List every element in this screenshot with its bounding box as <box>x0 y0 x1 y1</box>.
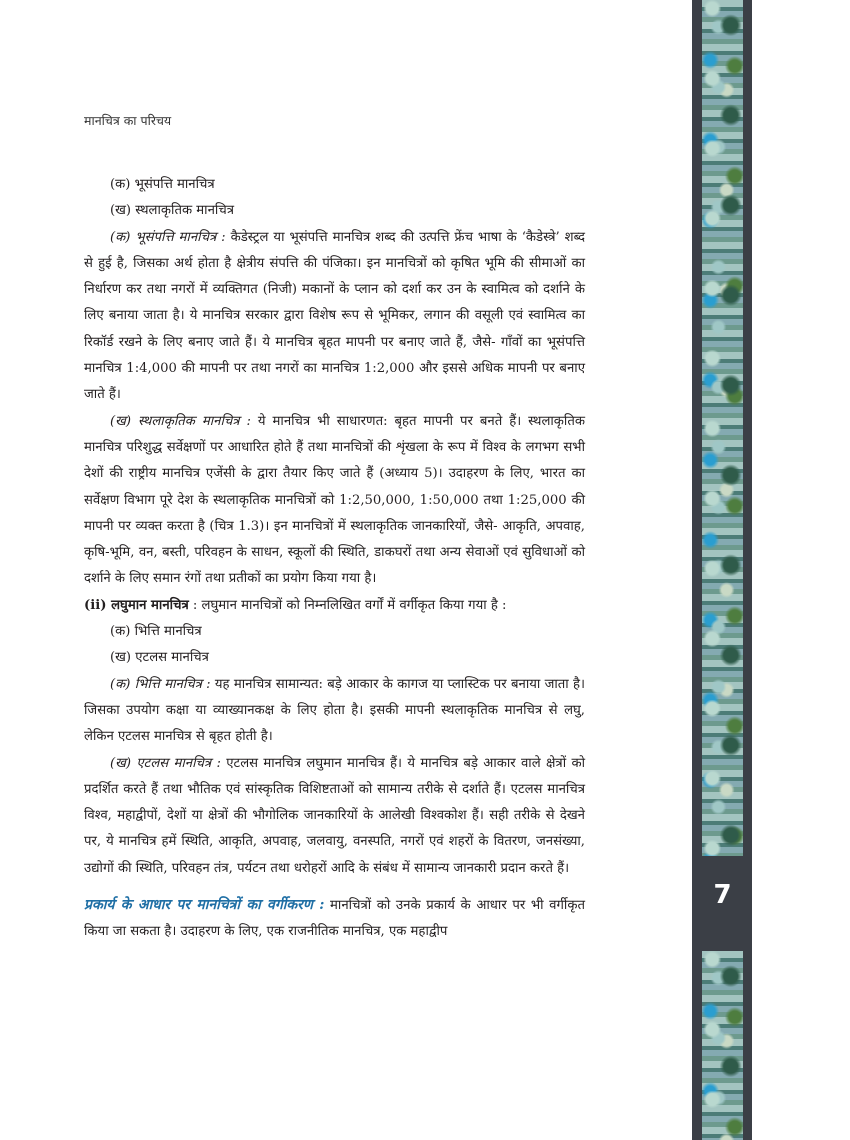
paragraph-text: कैडेस्ट्रल या भूसंपत्ति मानचित्र शब्द की उत्पत्ति फ्रेंच भाषा के ‘कैडेस्त्रे’ शब्द से हुई है, जिसका अर्थ होता है क्षेत्रीय संपत्ति की पंजिका। इन मानचित्रों को कृषित भूमि की सीमाओं का निर्धारण कर तथा नगरों में व्यक्तिगत (निजी) मकानों के प्लान को दर्शा कर उन के स्वामित्व को दर्शाने के लिए बनाया जाता है। ये मानचित्र सरकार द्वारा विशेष रूप से भूमिकर, लगान की वसूली एवं स्वामित्व का रिकॉर्ड रखने के लिए बनाए जाते हैं। ये मानचित्र बृहत मापनी पर बनाए जाते हैं, जैसे- गाँवों का भूसंपत्ति मानचित्र 1:4,000 की मापनी पर तथा नगरों का मानचित्र 1:2,000 और इससे अधिक मापनी पर बनाए जाते हैं। <box>84 229 585 403</box>
paragraph-wall-map <box>84 672 585 751</box>
section-title: प्रकार्य के आधार पर मानचित्रों का वर्गीकरण : <box>84 897 325 914</box>
list-item: (ख) स्थलाकृतिक मानचित्र <box>110 203 234 219</box>
section-function-classification <box>84 892 585 946</box>
satellite-image-strip-bottom <box>702 951 743 1140</box>
section-text: मानचित्रों को उनके प्रकार्य के आधार पर भी वर्गीकृत किया जा सकता है। उदाहरण के लिए, एक राजनीतिक मानचित्र, एक महाद्वीप <box>84 898 585 940</box>
paragraph-lead: (ख) स्थलाकृतिक मानचित्र : <box>110 413 251 429</box>
paragraph-text: यह मानचित्र सामान्यत: बड़े आकार के कागज या प्लास्टिक पर बनाया जाता है। जिसका उपयोग कक्षा या व्याख्यानकक्ष के लिए होता है। इसकी मापनी स्थलाकृतिक मानचित्र से लघु, लेकिन एटलस मानचित्र से बृहत होती है। <box>84 676 585 745</box>
paragraph-text: एटलस मानचित्र लघुमान मानचित्र हैं। ये मानचित्र बड़े आकार वाले क्षेत्रों को प्रदर्शित करते हैं तथा भौतिक एवं सांस्कृतिक विशिष्टताओं को सामान्य तरीके से दर्शाते हैं। एटलस मानचित्र विश्व, महाद्वीपों, देशों या क्षेत्रों की भौगोलिक जानकारियों के आलेखी विश्वकोश हैं। सही तरीके से देखने पर, ये मानचित्र हमें स्थिति, आकृति, अपवाह, जलवायु, वनस्पति, नगरों एवं शहरों के वितरण, जनसंख्या, उद्योगों की स्थिति, परिवहन तंत्र, पर्यटन तथा धरोहरों आदि के संबंध में सामान्य जानकारी प्रदान करते हैं। <box>84 755 585 876</box>
section-small-scale <box>84 593 585 619</box>
paragraph-topographic <box>84 409 585 593</box>
list-item: (क) भित्ति मानचित्र <box>110 624 202 640</box>
paragraph-lead: (ख) एटलस मानचित्र : <box>110 755 221 771</box>
margin-strip <box>692 0 752 1140</box>
paragraph-text: ये मानचित्र भी साधारणत: बृहत मापनी पर बनते हैं। स्थलाकृतिक मानचित्र परिशुद्ध सर्वेक्षणों पर आधारित होते हैं तथा मानचित्रों की शृंखला के रूप में विश्व के लगभग सभी देशों की राष्ट्रीय मानचित्र एजेंसी के द्वारा तैयार किए जाते हैं (अध्याय 5)। उदाहरण के लिए, भारत का सर्वेक्षण विभाग पूरे देश के स्थलाकृतिक मानचित्रों को 1:2,50,000, 1:50,000 तथा 1:25,000 की मापनी पर व्यक्त करता है (चित्र 1.3)। इन मानचित्रों में स्थलाकृतिक जानकारियों, जैसे- आकृति, अपवाह, कृषि-भूमि, वन, बस्ती, परिवहन के साधन, स्कूलों की स्थिति, डाकघरों तथा अन्य सेवाओं एवं सुविधाओं को दर्शाने के लिए समान रंगों तथा प्रतीकों का प्रयोग किया गया है। <box>84 413 585 587</box>
page-number: 7 <box>713 880 732 910</box>
section-heading: (ii) लघुमान मानचित्र <box>84 597 189 613</box>
page-body <box>84 172 585 946</box>
list-item: (ख) एटलस मानचित्र <box>110 650 209 666</box>
paragraph-lead: (क) भित्ति मानचित्र : <box>110 676 211 692</box>
paragraph-lead: (क) भूसंपत्ति मानचित्र : <box>110 229 226 245</box>
paragraph-atlas-map <box>84 751 585 882</box>
running-head: मानचित्र का परिचय <box>84 113 172 128</box>
list-item: (क) भूसंपत्ति मानचित्र <box>110 177 215 192</box>
paragraph-cadastral <box>84 225 585 409</box>
satellite-image-strip-top <box>702 0 743 856</box>
section-text: : लघुमान मानचित्रों को निम्नलिखित वर्गों में वर्गीकृत किया गया है : <box>188 597 507 613</box>
